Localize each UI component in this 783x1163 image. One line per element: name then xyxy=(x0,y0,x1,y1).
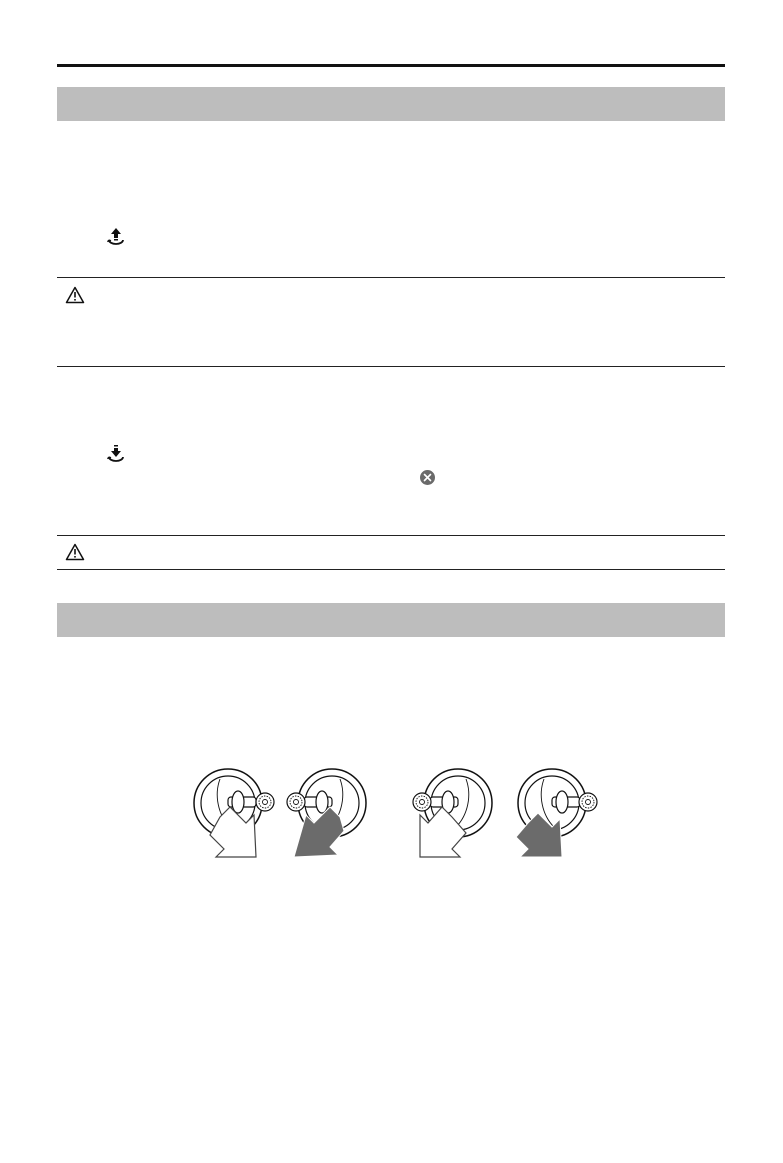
section-header-bar-2 xyxy=(57,603,725,637)
auto-landing-icon xyxy=(104,443,128,467)
warning-box-top-rule-2 xyxy=(57,535,725,536)
stick-4 xyxy=(516,769,597,857)
stick-3 xyxy=(413,769,492,857)
section-header-bar-1 xyxy=(57,87,725,121)
cancel-x-icon xyxy=(420,470,435,485)
page-header-rule xyxy=(57,64,725,67)
warning-box-bottom-rule-1 xyxy=(57,366,725,367)
warning-triangle-icon xyxy=(65,286,85,304)
warning-triangle-icon xyxy=(65,543,85,561)
warning-box-bottom-rule-2 xyxy=(57,569,725,570)
auto-takeoff-icon xyxy=(104,226,128,250)
stick-1 xyxy=(194,769,274,857)
warning-box-top-rule-1 xyxy=(57,277,725,278)
control-sticks-illustration xyxy=(190,765,600,870)
stick-2 xyxy=(287,769,366,857)
